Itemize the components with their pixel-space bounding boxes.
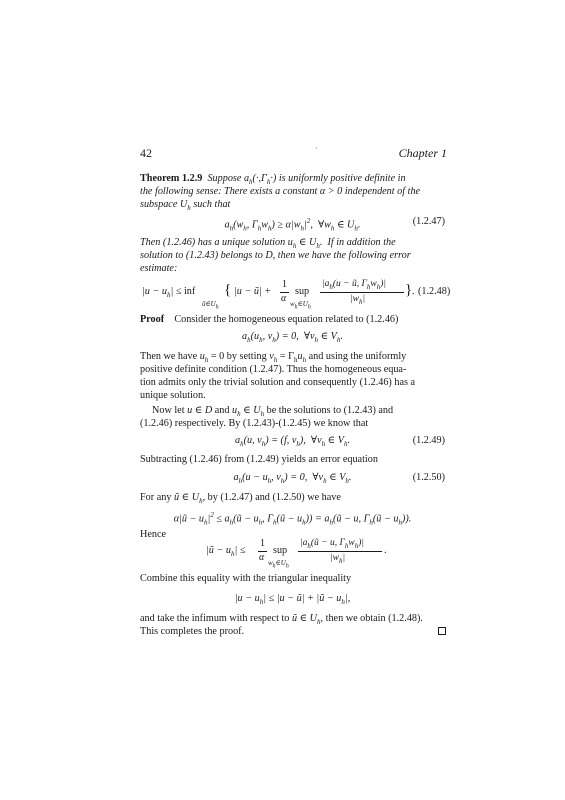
theorem-then-3: estimate: [140, 263, 178, 274]
equation-number: (1.2.50) [412, 472, 445, 483]
proof-para-2-line-2: (1.2.46) respectively. By (1.2.43)-(1.2.45) we know that [140, 418, 369, 429]
theorem-line-1: Suppose $a_h(\cdot,\Gamma_h\cdot)$ is uniformly positive definite in [204, 173, 406, 187]
equation-1-2-47 [140, 215, 445, 233]
equation-number: (1.2.48) [418, 286, 451, 297]
equation-triangle: $|u - u_h| \le |u$ − ũ| + |ũ − $u_h|$, [234, 593, 351, 607]
proof-for-any: For any ũ ∈ $U_h$, by (1.2.47) and (1.2.50) we have [140, 492, 341, 506]
document-page: 42 · Chapter 1 Theorem 1.2.9 Suppose $a_h(\cdot,\Gamma_h\cdot)$ is uniformly positive definite in the following sense: There exists a constant α > 0 independent of the subspace $U_h$ such that $a_h(w_h$, $\Gamma_hw_h) \ge \alpha|w_h|^2$, $\forall w_h$ ∈ $U_h$. (1.2.47) Then (1.2.46) has a unique solution $u_h$ ∈ $U_h$. If in addition the solution to (1.2.43) belongs to D, then we have the following error estimate: $|u - u_h|$ ≤ inf $ũ\in U_h$ { |u − ũ| + 1 α sup $w_h\in U_h$ $|a_h(u$ − ũ, $\Gamma_hw_h)|$ $|w_h|$ } . (1.2.48) Proof Consider the homogeneous equation related to (1.2.46) $a_h(u_h$, $v_h) = 0$, $\forall v_h$ ∈ $V_h$. Then we have $u_h = 0$ by setting $v_h = \Gamma_hu_h$ and using the uniformly positive definite condition (1.2.47). Thus the homogeneous equa- tion admits only the trivial solution and consequently (1.2.46) has a unique solution. Now let u ∈ D and $u_h$ ∈ $U_h$ be the solutions to (1.2.43) and (1.2.46) respectively. By (1.2.43)-(1.2.45) we know that $a_h(u$, $v_h) = (f$, $v_h$), $\forall v_h$ ∈ $V_h$. (1.2.49) Subtracting (1.2.46) from (1.2.49) yields an error equation $a_h(u - u_h$, $v_h) = 0$, $\forall v_h$ ∈ $V_h$. (1.2.50) For any ũ ∈ $U_h$, by (1.2.47) and (1.2.50) we have α|ũ − $u_h|^2$ ≤ $a_h(ũ - u_h$, $\Gamma_h(ũ - u_h)$) = $a_h(ũ - u$, $\Gamma_h(ũ - u_h)$). Hence |ũ − $u_h|$ ≤ 1 α sup $w_h\in U_h$ $|a_h(ũ - u$, $\Gamma_hw_h)|$ $|w_h|$ . Combine this equality with the triangular inequality $|u - u_h| \le |u$ − ũ| + |ũ − $u_h|$, and take the infimum with respect to ũ ∈ $U_h$, then we obtain (1.2.48). This completes the proof. [140, 144, 451, 637]
page-number: 42 [140, 146, 152, 160]
proof-final-2: This completes the proof. [140, 626, 245, 637]
proof-line-1: Consider the homogeneous equation related to (1.2.46) [174, 314, 399, 325]
theorem-then-2: solution to (1.2.43) belongs to D, then we have the following error [140, 250, 411, 261]
proof-para-1-line-2: positive definite condition (1.2.47). Thus the homogeneous equa- [140, 364, 407, 375]
equation-expr: $a_h(w_h$, $\Gamma_hw_h) \ge \alpha|w_h|^2$, $\forall w_h$ ∈ $U_h$. [224, 217, 361, 233]
proof-label: Proof [140, 314, 165, 325]
proof-para-1-line-3: tion admits only the trivial solution and consequently (1.2.46) has a [140, 377, 416, 388]
equation-1-2-49: $a_h(u$, $v_h) = (f$, $v_h$), $\forall v_h$ ∈ $V_h$. (1.2.49) [234, 435, 445, 449]
theorem-then-1: Then (1.2.46) has a unique solution $u_h$ ∈ $U_h$. If in addition the [140, 237, 396, 251]
equation-chain: α|ũ − $u_h|^2$ ≤ $a_h(ũ - u_h$, $\Gamma_h(ũ - u_h)$) = $a_h(ũ - u$, $\Gamma_h(ũ - u_h)$). [173, 511, 412, 527]
equation-number: (1.2.47) [412, 216, 445, 227]
equation-homogeneous: $a_h(u_h$, $v_h) = 0$, $\forall v_h$ ∈ $V_h$. [242, 331, 343, 345]
theorem-label: Theorem 1.2.9 [140, 173, 203, 184]
proof-intro [140, 313, 445, 326]
scan-mark: · [315, 144, 318, 153]
equation-number: (1.2.49) [412, 435, 445, 446]
equation-1-2-50: $a_h(u - u_h$, $v_h) = 0$, $\forall v_h$ ∈ $V_h$. (1.2.50) [233, 472, 445, 486]
proof-combine: Combine this equality with the triangular inequality [140, 573, 352, 584]
theorem-line-3: subspace $U_h$ such that [140, 199, 231, 213]
qed-square-icon [438, 627, 446, 635]
proof-hence: Hence [140, 529, 167, 540]
proof-para-1-line-4: unique solution. [140, 390, 206, 401]
theorem-line-2: the following sense: There exists a constant α > 0 independent of the [140, 186, 421, 197]
proof-final-1: and take the infimum with respect to ũ ∈ $U_h$, then we obtain (1.2.48). [140, 613, 423, 627]
proof-subtracting: Subtracting (1.2.46) from (1.2.49) yields an error equation [140, 454, 378, 465]
chapter-header: Chapter 1 [398, 146, 447, 160]
proof-para-1-line-1: Then we have $u_h = 0$ by setting $v_h = \Gamma_hu_h$ and using the uniformly [140, 351, 407, 365]
proof-para-2-line-1: Now let u ∈ D and $u_h$ ∈ $U_h$ be the solutions to (1.2.43) and [152, 405, 394, 419]
